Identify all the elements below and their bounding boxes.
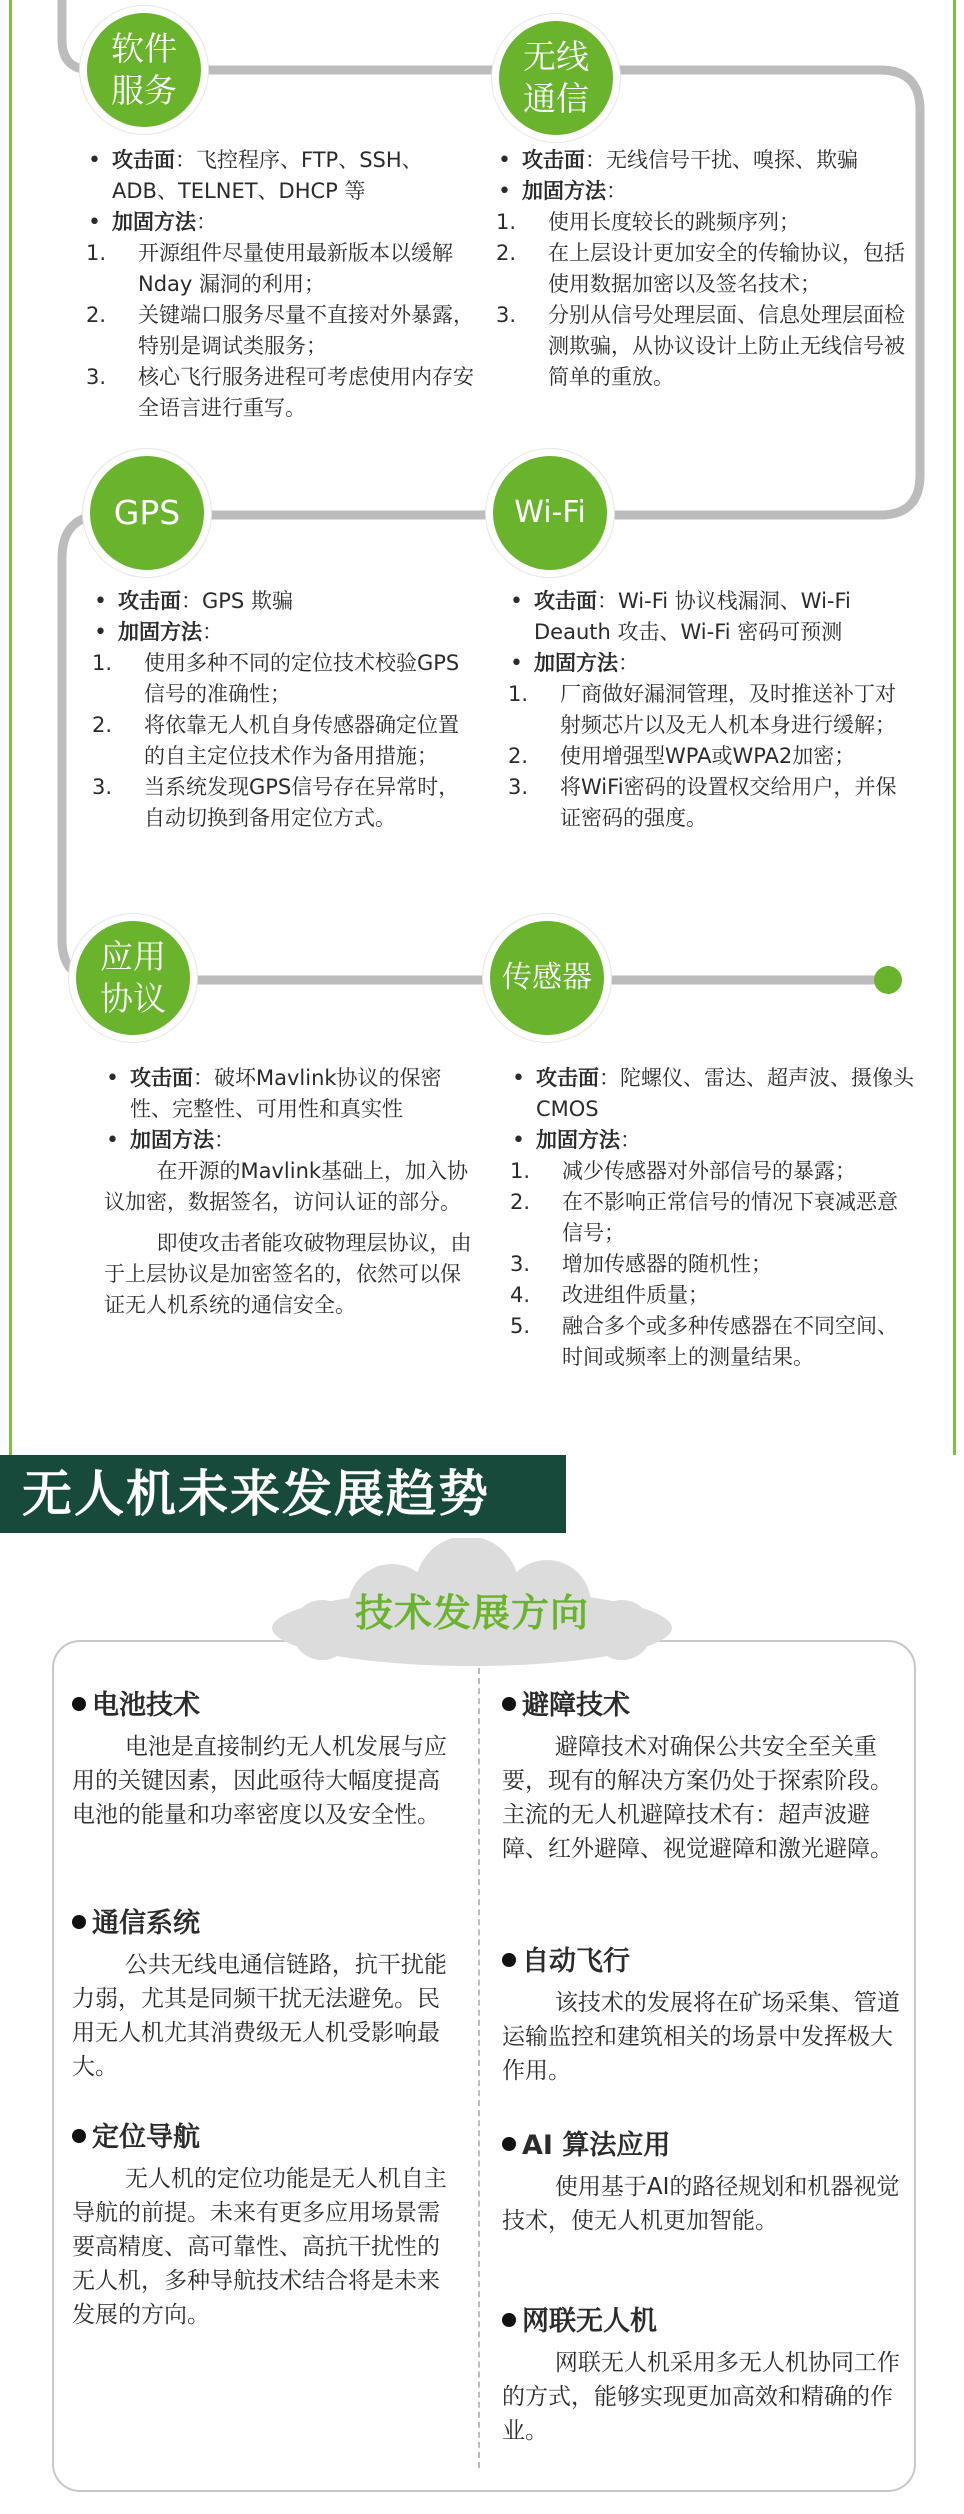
list-item: 3. 当系统发现GPS信号存在异常时，自动切换到备用定位方式。 (92, 775, 460, 830)
node-wireless-label: 无线通信 (523, 37, 589, 118)
list-item: 1. 开源组件尽量使用最新版本以缓解 Nday 漏洞的利用； (86, 241, 453, 296)
tech-networked-text: 网联无人机采用多无人机协同工作的方式，能够实现更加高效和精确的作业。 (502, 2350, 900, 2444)
tech-navigation-text: 无人机的定位功能是无人机自主导航的前提。未来有更多应用场景需要高精度、高可靠性、高抗干扰性的无人机，多种导航技术结合将是未来发展的方向。 (72, 2166, 447, 2328)
node-software (80, 6, 208, 134)
list-item: 2. 将依靠无人机自身传感器确定位置的自主定位技术作为备用措施； (92, 713, 459, 768)
bullet-dot-icon (502, 1697, 516, 1711)
tech-ai-title: AI 算法应用 (502, 2126, 902, 2166)
list-item: 1. 厂商做好漏洞管理，及时推送补丁对射频芯片以及无人机本身进行缓解； (508, 682, 896, 737)
tech-battery-title: 电池技术 (72, 1686, 448, 1726)
gps-attack: • 攻击面：GPS 欺骗 (92, 586, 470, 617)
node-gps-label: GPS (113, 493, 181, 532)
software-harden-heading: • 加固方法： (86, 207, 478, 238)
software-attack: • 攻击面：飞控程序、FTP、SSH、ADB、TELNET、DHCP 等 (86, 145, 478, 207)
list-item: 2. 关键端口服务尽量不直接对外暴露，特别是调试类服务； (86, 303, 474, 358)
bullet-dot-icon (72, 1697, 86, 1711)
tech-autoflight (502, 1942, 902, 2088)
list-item: 1. 使用长度较长的跳频序列； (496, 210, 800, 234)
bullet-dot-icon (502, 2313, 516, 2327)
tech-battery-text: 电池是直接制约无人机发展与应用的关键因素，因此亟待大幅度提高电池的能量和功率密度以及安全性。 (72, 1734, 447, 1828)
tech-autoflight-text: 该技术的发展将在矿场采集、管道运输监控和建筑相关的场景中发挥极大作用。 (502, 1990, 900, 2084)
tech-ai-text: 使用基于AI的路径规划和机器视觉技术，使无人机更加智能。 (502, 2174, 900, 2234)
tech-obstacle-text: 避障技术对确保公共安全至关重要，现有的解决方案仍处于探索阶段。主流的无人机避障技术有：超声波避障、红外避障、视觉避障和激光避障。 (502, 1734, 893, 1862)
list-item: 1. 使用多种不同的定位技术校验GPS信号的准确性； (92, 651, 460, 706)
wireless-harden-heading: • 加固方法： (496, 176, 916, 207)
gps-harden-heading: • 加固方法： (92, 617, 470, 648)
tech-networked (502, 2302, 902, 2448)
node-gps (83, 449, 211, 577)
sensor-block (510, 1063, 914, 1373)
gps-block (92, 586, 470, 834)
card-divider (478, 1668, 480, 2468)
wifi-attack: • 攻击面：Wi-Fi 协议栈漏洞、Wi-Fi Deauth 攻击、Wi-Fi 密码可预测 (508, 586, 916, 648)
list-item: 3. 将WiFi密码的设置权交给用户，并保证密码的强度。 (508, 775, 897, 830)
list-item: 1. 减少传感器对外部信号的暴露； (510, 1159, 856, 1183)
tech-navigation-title: 定位导航 (72, 2118, 448, 2158)
node-sensor-label: 传感器 (502, 960, 592, 995)
node-sensor (483, 914, 611, 1042)
list-item: 3. 分别从信号处理层面、信息处理层面检测欺骗，从协议设计上防止无线信号被简单的重放。 (496, 303, 905, 389)
list-item: 3. 增加传感器的随机性； (510, 1252, 772, 1276)
node-wifi-label: Wi-Fi (514, 495, 586, 530)
protocol-paragraph-2: 即使攻击者能攻破物理层协议，由于上层协议是加密签名的，依然可以保证无人机系统的通信安全。 (104, 1231, 472, 1317)
bullet-dot-icon (502, 2137, 516, 2151)
node-protocol-label: 应用协议 (100, 937, 166, 1018)
list-item: 2. 在不影响正常信号的情况下衰减恶意信号； (510, 1190, 898, 1245)
tech-battery (72, 1686, 448, 1832)
tech-ai (502, 2126, 902, 2238)
wifi-harden-heading: • 加固方法： (508, 648, 916, 679)
sensor-harden-heading: • 加固方法： (510, 1125, 914, 1156)
node-software-label: 软件服务 (111, 29, 177, 110)
tech-communication-title: 通信系统 (72, 1904, 448, 1944)
tech-obstacle-title: 避障技术 (502, 1686, 902, 1726)
wifi-block (508, 586, 916, 834)
list-item: 4. 改进组件质量； (510, 1283, 709, 1307)
cloud-title: 技术发展方向 (354, 1591, 589, 1635)
list-item: 2. 使用增强型WPA或WPA2加密； (508, 744, 856, 768)
tech-communication (72, 1904, 448, 2084)
protocol-block (104, 1063, 476, 1321)
node-wifi (486, 449, 614, 577)
node-wireless (492, 14, 620, 142)
tech-obstacle (502, 1686, 902, 1866)
protocol-harden-heading: • 加固方法： (104, 1125, 476, 1156)
protocol-paragraph-1: 在开源的Mavlink基础上，加入协议加密，数据签名，访问认证的部分。 (104, 1159, 469, 1214)
path-end-dot (874, 966, 902, 994)
list-item: 3. 核心飞行服务进程可考虑使用内存安全语言进行重写。 (86, 365, 474, 420)
tech-autoflight-title: 自动飞行 (502, 1942, 902, 1982)
bullet-dot-icon (72, 1915, 86, 1929)
tech-networked-title: 网联无人机 (502, 2302, 902, 2342)
software-block (86, 145, 478, 424)
wireless-block (496, 145, 916, 393)
node-protocol (69, 914, 197, 1042)
bullet-dot-icon (72, 2129, 86, 2143)
wireless-attack: • 攻击面：无线信号干扰、嗅探、欺骗 (496, 145, 916, 176)
list-item: 2. 在上层设计更加安全的传输协议，包括使用数据加密以及签名技术； (496, 241, 905, 296)
tech-navigation (72, 2118, 448, 2332)
future-banner: 无人机未来发展趋势 (0, 1455, 566, 1533)
tech-communication-text: 公共无线电通信链路，抗干扰能力弱，尤其是同频干扰无法避免。民用无人机尤其消费级无人机受影响最大。 (72, 1952, 447, 2080)
bullet-dot-icon (502, 1953, 516, 1967)
sensor-attack: • 攻击面：陀螺仪、雷达、超声波、摄像头CMOS (510, 1063, 914, 1125)
list-item: 5. 融合多个或多种传感器在不同空间、时间或频率上的测量结果。 (510, 1314, 898, 1369)
protocol-attack: • 攻击面：破坏Mavlink协议的保密性、完整性、可用性和真实性 (104, 1063, 476, 1125)
